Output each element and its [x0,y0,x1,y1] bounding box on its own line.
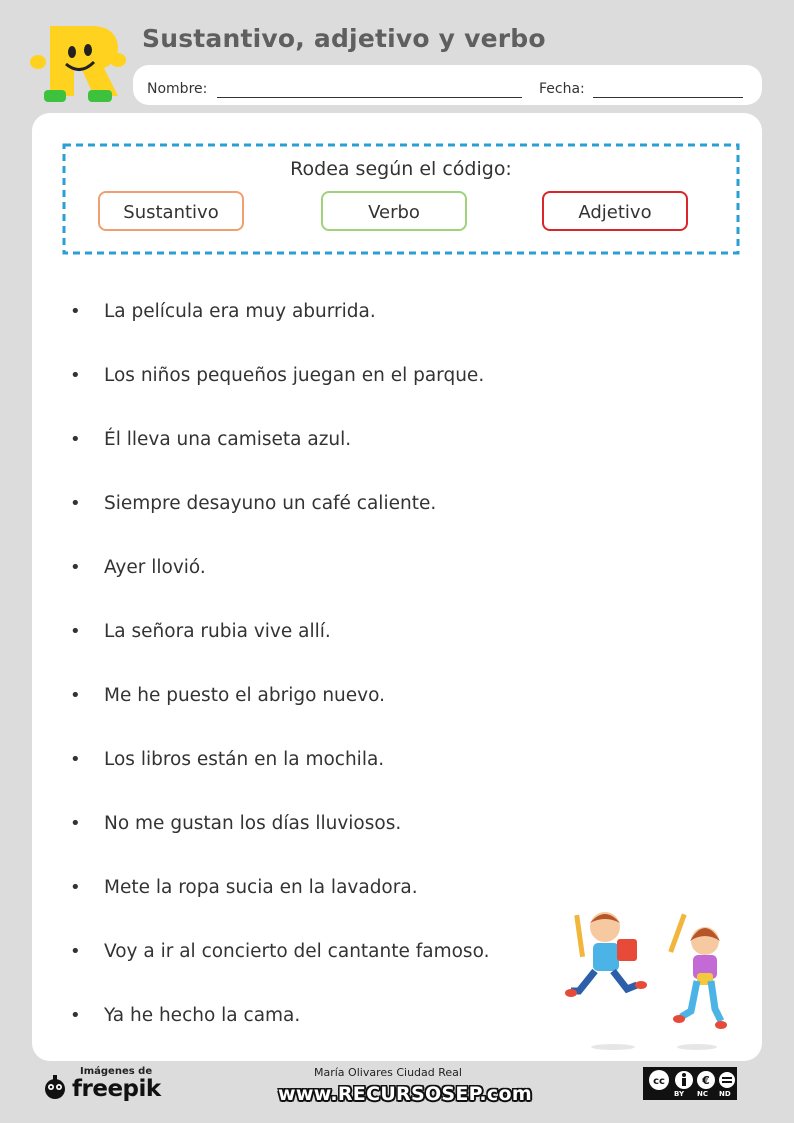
bullet-icon: • [70,365,81,386]
bullet-icon: • [70,621,81,642]
cc-license-icon [646,1069,736,1091]
bullet-icon: • [70,557,81,578]
bullet-icon: • [70,685,81,706]
bullet-icon: • [70,877,81,898]
name-label: Nombre: [147,81,208,97]
bullet-icon: • [70,429,81,450]
page-title: Sustantivo, adjetivo y verbo [142,24,546,53]
name-date-box [133,65,762,105]
bullet-icon: • [70,749,81,770]
cc-by-label: BY [674,1090,685,1098]
code-instruction: Rodea según el código: [290,158,512,180]
freepik-brand: freepik [72,1076,161,1102]
author-credit: María Olivares Ciudad Real [314,1066,462,1079]
worksheet-card: Rodea según el código: Sustantivo Verbo Adjetivo • La película era muy aburrida. • Los niños pequeños juegan en el parque. • Él lleva una camiseta azul. • Siempre desayuno un café caliente. • Ayer llovió. • La señora rubia vive allí. • Me he puesto el abrigo nuevo. • Los libros están en la mochila. • No me gustan los días lluviosos. • Mete la ropa sucia en la lavadora. • Voy a ir al concierto del cantante famoso. • Ya he hecho la cama. [32,113,762,1061]
kids-illustration-icon [565,905,743,1055]
code-adjetivo: Adjetivo [542,191,688,231]
name-input-line[interactable] [217,97,522,98]
code-sustantivo: Sustantivo [98,191,244,231]
bullet-icon: • [70,941,81,962]
cc-nc-label: NC [697,1090,708,1098]
freepik-caption: Imágenes de [80,1066,153,1077]
bullet-icon: • [70,493,81,514]
freepik-logo-icon [40,1074,70,1100]
logo-r-mascot-icon [28,20,128,106]
bullet-icon: • [70,1005,81,1026]
bullet-icon: • [70,813,81,834]
website-link[interactable]: www.RECURSOSEP.com [278,1083,532,1105]
bullet-icon: • [70,301,81,322]
date-label: Fecha: [539,81,585,97]
date-input-line[interactable] [593,97,743,98]
cc-nd-label: ND [719,1090,731,1098]
code-verbo: Verbo [321,191,467,231]
color-code-box [62,143,740,255]
freepik-credit [40,1066,160,1106]
svg-text:cc: cc [653,1076,665,1087]
svg-text:€: € [702,1074,710,1087]
cc-license-badge[interactable] [643,1067,737,1100]
